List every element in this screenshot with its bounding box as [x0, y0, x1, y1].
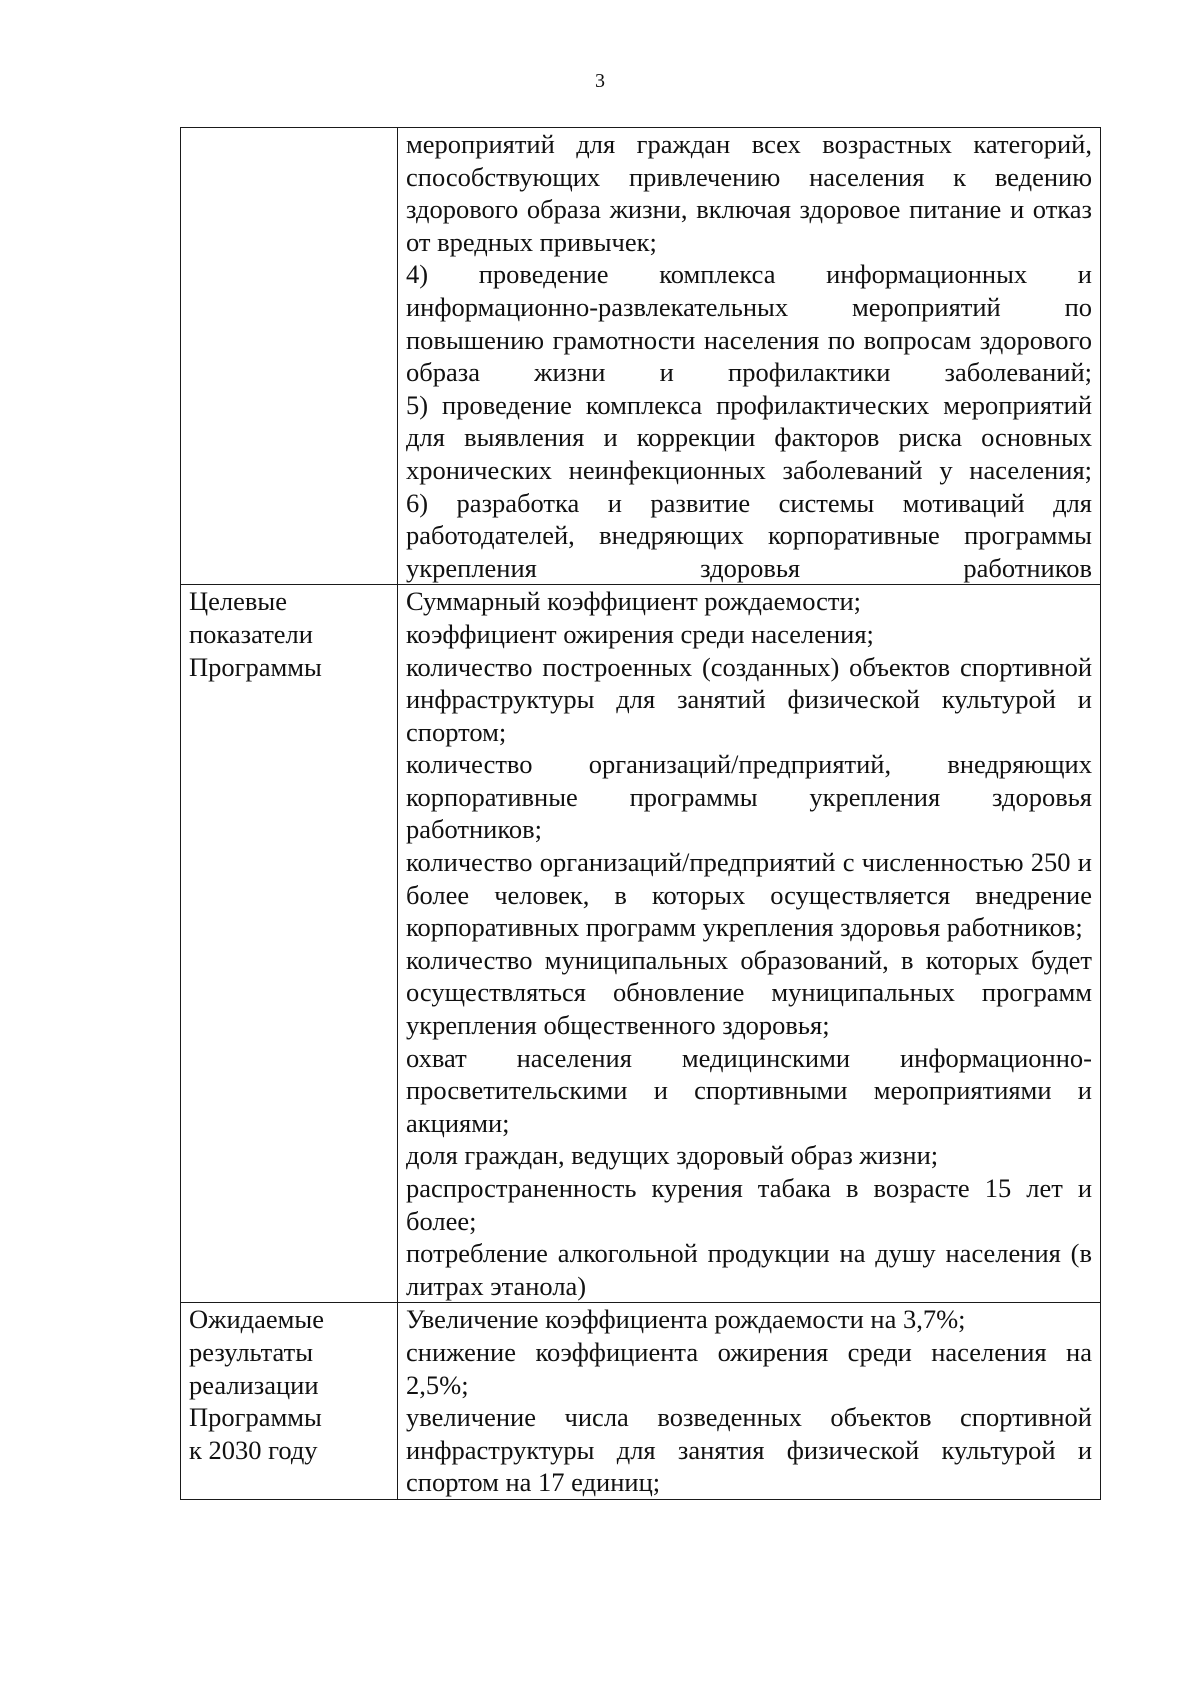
indicator-paragraph: количество организаций/предприятий, внедряющих корпоративные программы укрепления здоровья работников;: [406, 749, 1092, 845]
result-paragraph: снижение коэффициента ожирения среди населения на 2,5%;: [406, 1336, 1092, 1400]
program-passport-table: [180, 127, 1101, 1500]
row-label-line: к 2030 году: [189, 1434, 318, 1465]
activities-item-6: 6) разработка и развитие системы мотиваций для работодателей, внедряющих корпоративные программы укрепления здоровья работников: [406, 487, 1092, 583]
indicator-paragraph: количество построенных (созданных) объектов спортивной инфраструктуры для занятий физической культурой и спортом;: [406, 651, 1092, 747]
row-label-cell: [181, 128, 398, 585]
row-label-line: показатели: [189, 618, 313, 649]
indicator-paragraph: количество муниципальных образований, в которых будет осуществляться обновление муниципальных программ укрепления общественного здоровья;: [406, 944, 1092, 1041]
result-paragraph: увеличение числа возведенных объектов спортивной инфраструктуры для занятия физической культурой и спортом на 17 единиц;: [406, 1402, 1092, 1498]
row-label-line: Целевые: [189, 586, 287, 617]
table-row-activities-continued: [181, 128, 1101, 585]
row-content-cell: [398, 1303, 1101, 1500]
table-row-target-indicators: [181, 585, 1101, 1303]
table-row-expected-results: [181, 1303, 1101, 1500]
row-label-line: Ожидаемые: [189, 1304, 324, 1335]
row-label-line: результаты: [189, 1336, 313, 1367]
row-label-cell: [181, 1303, 398, 1500]
row-label-line: реализации: [189, 1369, 319, 1400]
indicator-paragraph: потребление алкогольной продукции на душу населения (в литрах этанола): [406, 1238, 1092, 1301]
indicator-paragraph: коэффициент ожирения среди населения;: [406, 618, 874, 649]
result-paragraph: Увеличение коэффициента рождаемости на 3,7%;: [406, 1304, 966, 1335]
indicator-paragraph: охват населения медицинскими информационно-просветительскими и спортивными мероприятиями и акциями;: [406, 1042, 1092, 1138]
indicator-paragraph: Суммарный коэффициент рождаемости;: [406, 586, 862, 617]
activities-item-5: 5) проведение комплекса профилактических мероприятий для выявления и коррекции факторов риска основных хронических неинфекционных заболеваний у населения;: [406, 389, 1092, 485]
activities-paragraph: мероприятий для граждан всех возрастных категорий, способствующих привлечению населения к ведению здорового образа жизни, включая здоровое питание и отказ от вредных привычек;: [406, 129, 1092, 257]
indicator-paragraph: количество организаций/предприятий с численностью 250 и более человек, в которых осуществляется внедрение корпоративных программ укрепления здоровья работников;: [406, 847, 1092, 943]
page-number: 3: [595, 70, 605, 92]
indicator-paragraph: доля граждан, ведущих здоровый образ жизни;: [406, 1140, 939, 1171]
indicator-paragraph: распространенность курения табака в возрасте 15 лет и более;: [406, 1173, 1092, 1236]
row-content-cell: [398, 585, 1101, 1303]
row-label-line: Программы: [189, 1402, 322, 1433]
activities-item-4: 4) проведение комплекса информационных и информационно-развлекательных мероприятий по повышению грамотности населения по вопросам здорового образа жизни и профилактики заболеваний;: [406, 259, 1092, 388]
row-label-line: Программы: [189, 651, 322, 682]
row-label-cell: [181, 585, 398, 1303]
row-content-cell: [398, 128, 1101, 585]
